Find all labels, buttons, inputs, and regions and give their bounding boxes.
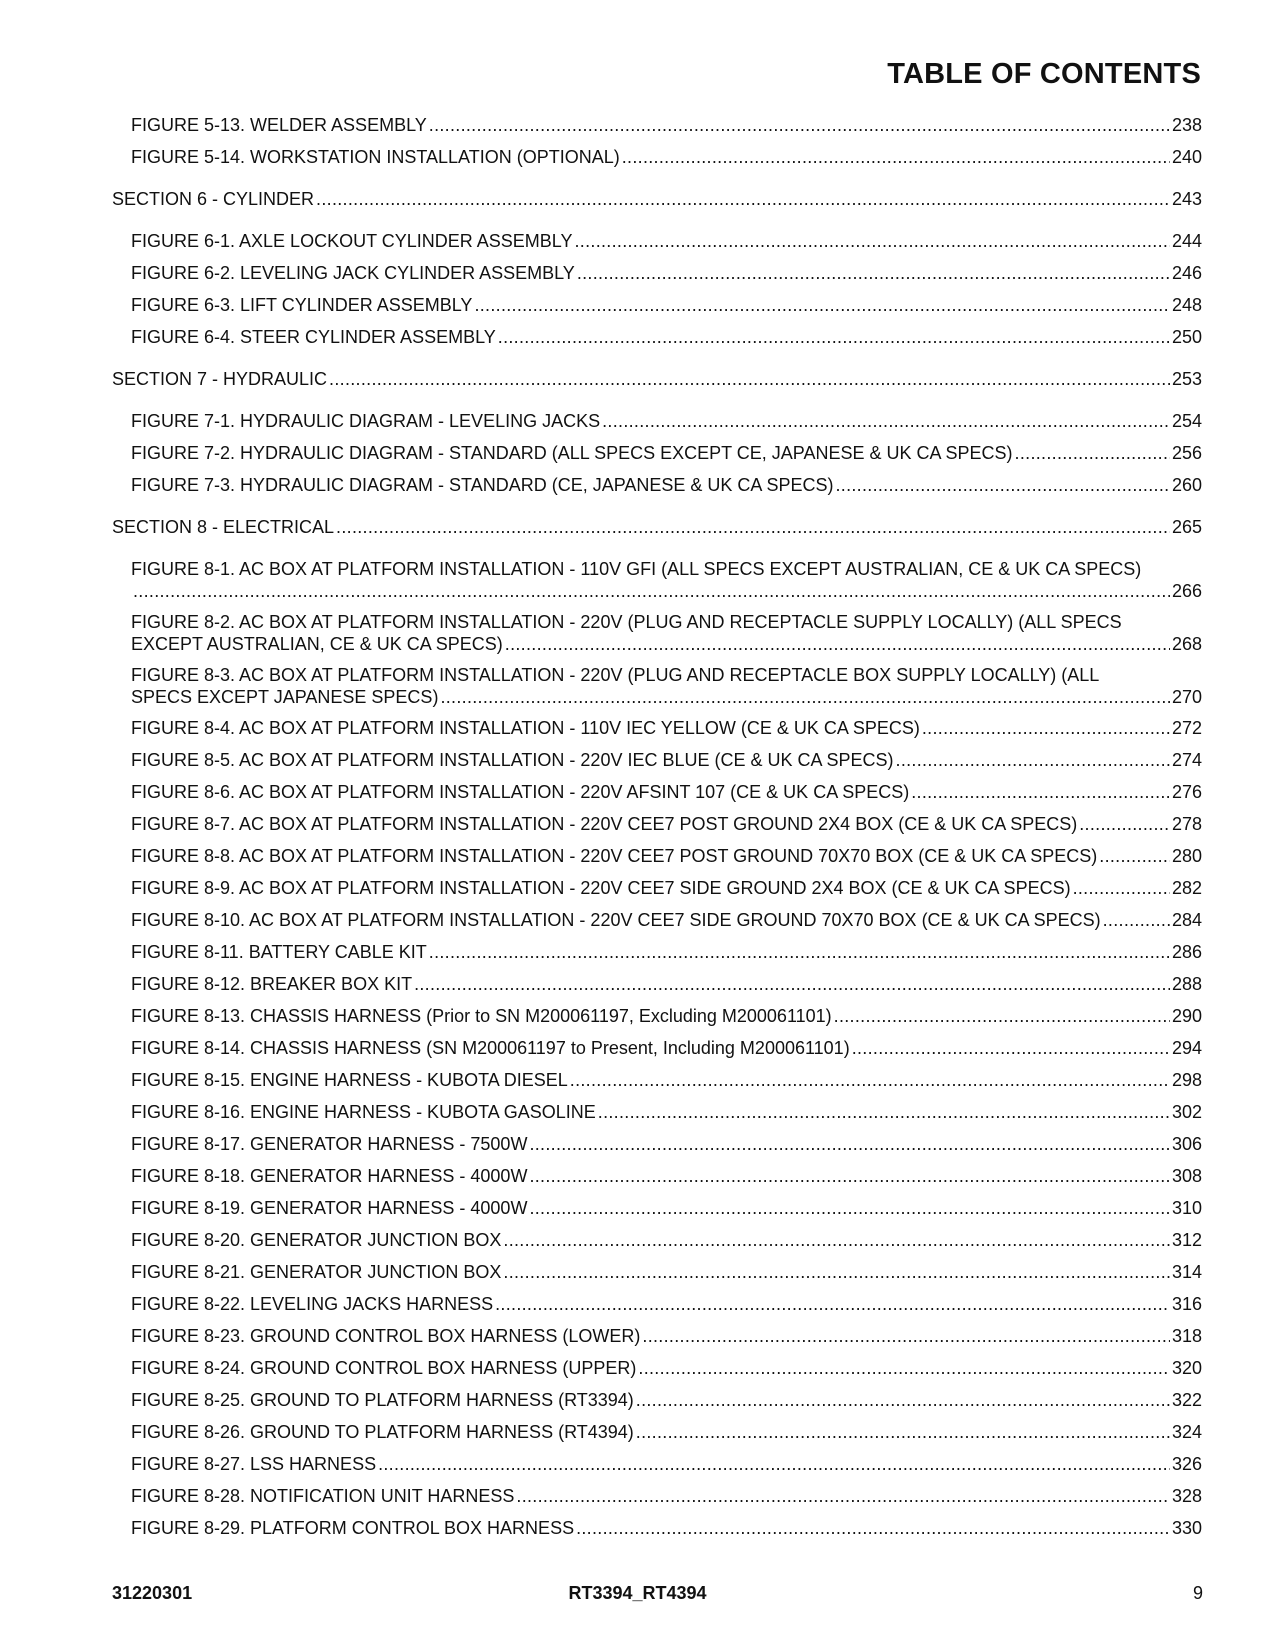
toc-page-number: 314 xyxy=(1171,1262,1202,1282)
dot-leader xyxy=(638,1357,1170,1379)
toc-page-number: 244 xyxy=(1171,231,1202,251)
dot-leader xyxy=(636,1389,1170,1411)
toc-entry-title: SECTION 8 - ELECTRICAL xyxy=(112,517,335,537)
toc-figure-entry[interactable] xyxy=(131,230,1202,252)
toc-page-number: 276 xyxy=(1171,782,1202,802)
toc-figure-entry[interactable] xyxy=(131,1325,1202,1347)
toc-entry-title: FIGURE 8-29. PLATFORM CONTROL BOX HARNESS xyxy=(131,1518,575,1538)
dot-leader xyxy=(1103,909,1170,931)
toc-page-number: 248 xyxy=(1171,295,1202,315)
toc-figure-entry[interactable] xyxy=(131,611,1202,655)
toc-entry-title: FIGURE 8-7. AC BOX AT PLATFORM INSTALLATION - 220V CEE7 POST GROUND 2X4 BOX (CE & UK CA SPECS) xyxy=(131,814,1078,834)
toc-figure-entry[interactable] xyxy=(131,442,1202,464)
toc-section-entry[interactable] xyxy=(112,188,1202,210)
dot-leader xyxy=(577,262,1170,284)
toc-figure-entry[interactable] xyxy=(131,941,1202,963)
toc-entry-title: FIGURE 8-28. NOTIFICATION UNIT HARNESS xyxy=(131,1486,515,1506)
toc-figure-entry[interactable] xyxy=(131,813,1202,835)
toc-entry-title: FIGURE 8-23. GROUND CONTROL BOX HARNESS (LOWER) xyxy=(131,1326,641,1346)
dot-leader xyxy=(329,368,1170,390)
toc-page-number: 310 xyxy=(1171,1198,1202,1218)
toc-entry-title: FIGURE 8-26. GROUND TO PLATFORM HARNESS (RT4394) xyxy=(131,1422,634,1442)
dot-leader xyxy=(1015,442,1170,464)
dot-leader xyxy=(529,1165,1170,1187)
toc-figure-entry[interactable] xyxy=(131,1485,1202,1507)
toc-figure-entry[interactable] xyxy=(131,1069,1202,1091)
toc-entry-title-continued: EXCEPT AUSTRALIAN, CE & UK CA SPECS) xyxy=(131,634,503,654)
dot-leader xyxy=(498,326,1170,348)
toc-entry-title: FIGURE 7-2. HYDRAULIC DIAGRAM - STANDARD (ALL SPECS EXCEPT CE, JAPANESE & UK CA SPECS) xyxy=(131,443,1013,463)
toc-entry-title: FIGURE 5-14. WORKSTATION INSTALLATION (OPTIONAL) xyxy=(131,147,620,167)
toc-entry-title: FIGURE 8-22. LEVELING JACKS HARNESS xyxy=(131,1294,494,1314)
dot-leader xyxy=(505,633,1170,655)
toc-page-number: 286 xyxy=(1171,942,1202,962)
toc-page-number: 330 xyxy=(1171,1518,1202,1538)
dot-leader xyxy=(598,1101,1170,1123)
dot-leader xyxy=(440,686,1170,708)
toc-page-number: 312 xyxy=(1171,1230,1202,1250)
toc-entry-title: FIGURE 7-1. HYDRAULIC DIAGRAM - LEVELING JACKS xyxy=(131,411,601,431)
toc-figure-entry[interactable] xyxy=(131,294,1202,316)
footer-page-number: 9 xyxy=(1192,1583,1203,1603)
toc-entry-title: FIGURE 8-18. GENERATOR HARNESS - 4000W xyxy=(131,1166,528,1186)
toc-figure-entry[interactable] xyxy=(131,1389,1202,1411)
toc-page-number: 260 xyxy=(1171,475,1202,495)
toc-figure-entry[interactable] xyxy=(131,717,1202,739)
toc-page-number: 308 xyxy=(1171,1166,1202,1186)
toc-page-number: 266 xyxy=(1171,581,1202,601)
toc-figure-entry[interactable] xyxy=(131,1293,1202,1315)
toc-entry-title: FIGURE 8-6. AC BOX AT PLATFORM INSTALLATION - 220V AFSINT 107 (CE & UK CA SPECS) xyxy=(131,782,910,802)
toc-page-number: 280 xyxy=(1171,846,1202,866)
toc-figure-entry[interactable] xyxy=(131,1037,1202,1059)
toc-page-number: 324 xyxy=(1171,1422,1202,1442)
toc-entry-title: FIGURE 7-3. HYDRAULIC DIAGRAM - STANDARD (CE, JAPANESE & UK CA SPECS) xyxy=(131,475,834,495)
toc-figure-entry[interactable] xyxy=(131,1421,1202,1443)
dot-leader xyxy=(622,146,1170,168)
toc-page-number: 298 xyxy=(1171,1070,1202,1090)
dot-leader xyxy=(911,781,1170,803)
dot-leader xyxy=(336,516,1170,538)
toc-page-number: 302 xyxy=(1171,1102,1202,1122)
toc-page-number: 270 xyxy=(1171,687,1202,707)
dot-leader xyxy=(429,941,1170,963)
toc-page-number: 294 xyxy=(1171,1038,1202,1058)
toc-figure-entry[interactable] xyxy=(131,558,1202,602)
toc-figure-entry[interactable] xyxy=(131,1101,1202,1123)
footer-doc-number: 31220301 xyxy=(112,1583,193,1603)
dot-leader xyxy=(834,1005,1170,1027)
toc-section-entry[interactable] xyxy=(112,516,1202,538)
toc-entry-title: FIGURE 8-8. AC BOX AT PLATFORM INSTALLATION - 220V CEE7 POST GROUND 70X70 BOX (CE & UK CA SPECS) xyxy=(131,846,1098,866)
toc-figure-entry[interactable] xyxy=(131,1261,1202,1283)
dot-leader xyxy=(576,1517,1170,1539)
toc-figure-entry[interactable] xyxy=(131,1453,1202,1475)
toc-entry-title: FIGURE 8-3. AC BOX AT PLATFORM INSTALLATION - 220V (PLUG AND RECEPTACLE BOX SUPPLY LOCALLY) (ALL xyxy=(131,665,1100,685)
toc-figure-entry[interactable] xyxy=(131,1517,1202,1539)
toc-page-number: 268 xyxy=(1171,634,1202,654)
toc-page-number: 282 xyxy=(1171,878,1202,898)
toc-page-number: 265 xyxy=(1171,517,1202,537)
dot-leader xyxy=(529,1133,1170,1155)
toc-entry-title-continued: SPECS EXCEPT JAPANESE SPECS) xyxy=(131,687,439,707)
toc-entry-title: FIGURE 6-2. LEVELING JACK CYLINDER ASSEMBLY xyxy=(131,263,575,283)
toc-page-number: 316 xyxy=(1171,1294,1202,1314)
toc-page-number: 322 xyxy=(1171,1390,1202,1410)
toc-entry-title: FIGURE 8-24. GROUND CONTROL BOX HARNESS (UPPER) xyxy=(131,1358,637,1378)
dot-leader xyxy=(835,474,1169,496)
dot-leader xyxy=(922,717,1170,739)
toc-entry-title: FIGURE 5-13. WELDER ASSEMBLY xyxy=(131,115,427,135)
toc-entry-title: FIGURE 8-1. AC BOX AT PLATFORM INSTALLATION - 110V GFI (ALL SPECS EXCEPT AUSTRALIAN, CE & UK CA SPECS) xyxy=(131,559,1142,579)
toc-page-number: 238 xyxy=(1171,115,1202,135)
toc-entry-title: FIGURE 8-13. CHASSIS HARNESS (Prior to SN M200061197, Excluding M200061101) xyxy=(131,1006,832,1026)
dot-leader xyxy=(133,580,1170,602)
toc-entry-title: FIGURE 8-10. AC BOX AT PLATFORM INSTALLATION - 220V CEE7 SIDE GROUND 70X70 BOX (CE & UK CA SPECS) xyxy=(131,910,1101,930)
toc-figure-entry[interactable] xyxy=(131,749,1202,771)
toc-entry-title: FIGURE 6-1. AXLE LOCKOUT CYLINDER ASSEMBLY xyxy=(131,231,573,251)
toc-entry-title: FIGURE 8-9. AC BOX AT PLATFORM INSTALLATION - 220V CEE7 SIDE GROUND 2X4 BOX (CE & UK CA SPECS) xyxy=(131,878,1071,898)
toc-entry-title: FIGURE 8-5. AC BOX AT PLATFORM INSTALLATION - 220V IEC BLUE (CE & UK CA SPECS) xyxy=(131,750,894,770)
toc-page-number: 272 xyxy=(1171,718,1202,738)
toc-page-number: 288 xyxy=(1171,974,1202,994)
toc-page-number: 256 xyxy=(1171,443,1202,463)
toc-page-number: 253 xyxy=(1171,369,1202,389)
toc-page-number: 326 xyxy=(1171,1454,1202,1474)
toc-entry-title: FIGURE 8-21. GENERATOR JUNCTION BOX xyxy=(131,1262,502,1282)
dot-leader xyxy=(1079,813,1170,835)
toc-figure-entry[interactable] xyxy=(131,877,1202,899)
toc-entry-title: SECTION 6 - CYLINDER xyxy=(112,189,315,209)
toc-entry-title: FIGURE 8-15. ENGINE HARNESS - KUBOTA DIESEL xyxy=(131,1070,568,1090)
toc-page-number: 250 xyxy=(1171,327,1202,347)
toc-figure-entry[interactable] xyxy=(131,114,1202,136)
dot-leader xyxy=(1099,845,1170,867)
toc-figure-entry[interactable] xyxy=(131,1133,1202,1155)
dot-leader xyxy=(378,1453,1170,1475)
toc-entry-title: FIGURE 6-3. LIFT CYLINDER ASSEMBLY xyxy=(131,295,473,315)
toc-page-number: 320 xyxy=(1171,1358,1202,1378)
dot-leader xyxy=(1073,877,1170,899)
dot-leader xyxy=(474,294,1170,316)
dot-leader xyxy=(414,973,1170,995)
toc-entry-title: SECTION 7 - HYDRAULIC xyxy=(112,369,328,389)
toc-entry-title: FIGURE 8-17. GENERATOR HARNESS - 7500W xyxy=(131,1134,528,1154)
toc-figure-entry[interactable] xyxy=(131,1229,1202,1251)
toc-entry-title: FIGURE 8-19. GENERATOR HARNESS - 4000W xyxy=(131,1198,528,1218)
toc-entry-title: FIGURE 8-25. GROUND TO PLATFORM HARNESS (RT3394) xyxy=(131,1390,634,1410)
toc-page-number: 318 xyxy=(1171,1326,1202,1346)
toc-page-number: 274 xyxy=(1171,750,1202,770)
toc-page-number: 243 xyxy=(1171,189,1202,209)
toc-entry-title: FIGURE 8-4. AC BOX AT PLATFORM INSTALLATION - 110V IEC YELLOW (CE & UK CA SPECS) xyxy=(131,718,920,738)
toc-page-number: 328 xyxy=(1171,1486,1202,1506)
toc-figure-entry[interactable] xyxy=(131,326,1202,348)
toc-entry-title: FIGURE 8-11. BATTERY CABLE KIT xyxy=(131,942,427,962)
toc-figure-entry[interactable] xyxy=(131,146,1202,168)
toc-figure-entry[interactable] xyxy=(131,474,1202,496)
footer-model: RT3394_RT4394 xyxy=(568,1583,707,1603)
toc-entry-title: FIGURE 8-12. BREAKER BOX KIT xyxy=(131,974,413,994)
toc-entry-title: FIGURE 6-4. STEER CYLINDER ASSEMBLY xyxy=(131,327,496,347)
toc-figure-entry[interactable] xyxy=(131,1005,1202,1027)
dot-leader xyxy=(503,1261,1170,1283)
dot-leader xyxy=(429,114,1170,136)
toc-page-number: 306 xyxy=(1171,1134,1202,1154)
dot-leader xyxy=(896,749,1170,771)
dot-leader xyxy=(495,1293,1170,1315)
toc-page-number: 284 xyxy=(1171,910,1202,930)
dot-leader xyxy=(316,188,1170,210)
toc-page-number: 246 xyxy=(1171,263,1202,283)
toc-entry-title: FIGURE 8-27. LSS HARNESS xyxy=(131,1454,377,1474)
toc-figure-entry[interactable] xyxy=(131,1357,1202,1379)
toc-entry-title: FIGURE 8-14. CHASSIS HARNESS (SN M200061197 to Present, Including M200061101) xyxy=(131,1038,850,1058)
dot-leader xyxy=(503,1229,1170,1251)
toc-entry-title: FIGURE 8-16. ENGINE HARNESS - KUBOTA GASOLINE xyxy=(131,1102,596,1122)
toc-entry-title: FIGURE 8-2. AC BOX AT PLATFORM INSTALLATION - 220V (PLUG AND RECEPTACLE SUPPLY LOCALLY) (ALL SPECS xyxy=(131,612,1122,632)
toc-page-number: 290 xyxy=(1171,1006,1202,1026)
toc-figure-entry[interactable] xyxy=(131,664,1202,708)
toc-section-entry[interactable] xyxy=(112,368,1202,390)
toc-entry-title: FIGURE 8-20. GENERATOR JUNCTION BOX xyxy=(131,1230,502,1250)
toc-page-number: 278 xyxy=(1171,814,1202,834)
toc-page-number: 240 xyxy=(1171,147,1202,167)
dot-leader xyxy=(602,410,1170,432)
dot-leader xyxy=(574,230,1169,252)
dot-leader xyxy=(852,1037,1170,1059)
toc-figure-entry[interactable] xyxy=(131,845,1202,867)
dot-leader xyxy=(516,1485,1170,1507)
toc-figure-entry[interactable] xyxy=(131,262,1202,284)
page-title: TABLE OF CONTENTS xyxy=(887,58,1201,90)
toc-page-number: 254 xyxy=(1171,411,1202,431)
toc-figure-entry[interactable] xyxy=(131,781,1202,803)
toc-figure-entry[interactable] xyxy=(131,973,1202,995)
toc-figure-entry[interactable] xyxy=(131,909,1202,931)
dot-leader xyxy=(642,1325,1170,1347)
toc-figure-entry[interactable] xyxy=(131,1165,1202,1187)
dot-leader xyxy=(636,1421,1170,1443)
toc-figure-entry[interactable] xyxy=(131,410,1202,432)
toc-figure-entry[interactable] xyxy=(131,1197,1202,1219)
dot-leader xyxy=(570,1069,1170,1091)
dot-leader xyxy=(529,1197,1170,1219)
